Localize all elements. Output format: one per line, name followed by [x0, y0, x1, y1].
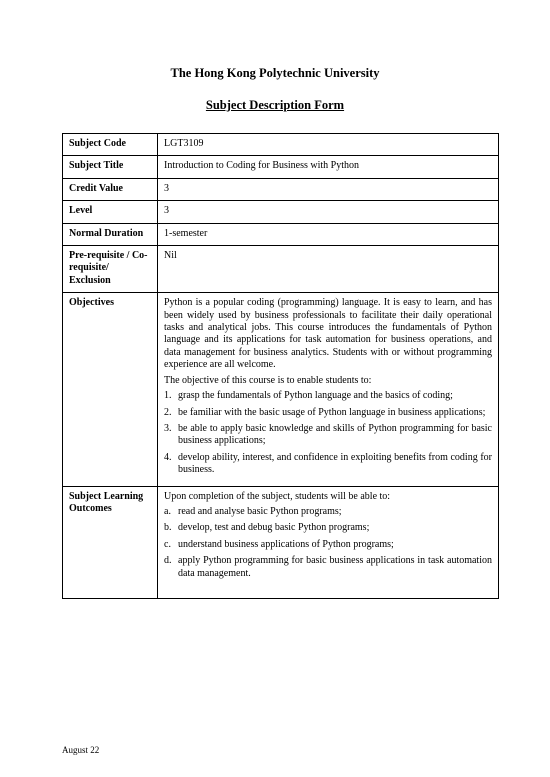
- list-text: be able to apply basic knowledge and skills of Python programming for basic business applications;: [178, 422, 492, 447]
- list-number: 2.: [164, 406, 172, 418]
- table-row: [63, 156, 499, 178]
- objectives-lead: The objective of this course is to enable students to:: [164, 374, 372, 386]
- list-letter: b.: [164, 522, 172, 534]
- list-text: develop, test and debug basic Python programs;: [178, 522, 370, 534]
- credit-value-value: 3: [158, 178, 499, 200]
- list-item: [164, 506, 492, 518]
- table-row: [63, 293, 499, 486]
- list-number: 3.: [164, 422, 172, 434]
- objectives-label: Objectives: [63, 293, 158, 486]
- list-item: [164, 423, 492, 448]
- list-item: [164, 522, 492, 534]
- outcomes-label: Subject Learning Outcomes: [63, 486, 158, 598]
- table-row: [63, 246, 499, 293]
- list-text: be familiar with the basic usage of Python language in business applications;: [178, 406, 486, 418]
- list-text: understand business applications of Python programs;: [178, 538, 394, 550]
- objectives-intro: Python is a popular coding (programming) language. It is easy to learn, and has been widely used by business professionals to facilitate their daily operational tasks and analytical jobs. This course introduces the fundamentals of Python language and its applications for task automation for business operations, and data management for business analytics. Students with or without programming experience are all welcome.: [164, 297, 492, 371]
- list-item: [164, 555, 492, 580]
- objectives-list: [164, 390, 492, 476]
- outcomes-list: [164, 506, 492, 580]
- list-number: 4.: [164, 451, 172, 463]
- table-row: [63, 486, 499, 598]
- subject-code-value: LGT3109: [158, 134, 499, 156]
- credit-value-label: Credit Value: [63, 178, 158, 200]
- list-text: grasp the fundamentals of Python language and the basics of coding;: [178, 390, 453, 402]
- list-item: [164, 452, 492, 477]
- subject-code-label: Subject Code: [63, 134, 158, 156]
- prerequisite-value: Nil: [158, 246, 499, 293]
- objectives-content: [158, 293, 499, 486]
- list-item: [164, 407, 492, 419]
- level-value: 3: [158, 201, 499, 223]
- table-row: [63, 201, 499, 223]
- level-label: Level: [63, 201, 158, 223]
- list-letter: c.: [164, 538, 171, 550]
- table-row: [63, 178, 499, 200]
- list-item: [164, 539, 492, 551]
- subject-title-label: Subject Title: [63, 156, 158, 178]
- outcomes-lead: Upon completion of the subject, students will be able to:: [164, 490, 391, 502]
- list-letter: a.: [164, 505, 171, 517]
- list-letter: d.: [164, 555, 172, 567]
- normal-duration-value: 1-semester: [158, 223, 499, 245]
- list-text: read and analyse basic Python programs;: [178, 505, 342, 517]
- list-text: apply Python programming for basic business applications in task automation data management.: [178, 555, 492, 579]
- list-number: 1.: [164, 390, 172, 402]
- prerequisite-label: Pre-requisite / Co-requisite/ Exclusion: [63, 246, 158, 293]
- form-title: Subject Description Form: [205, 98, 345, 112]
- outcomes-content: [158, 486, 499, 598]
- list-text: develop ability, interest, and confidence in exploiting benefits from coding for business.: [178, 451, 492, 476]
- university-name: The Hong Kong Polytechnic University: [170, 66, 380, 80]
- list-item: [164, 390, 492, 402]
- footer-date: August 22: [62, 745, 100, 755]
- subject-title-value: Introduction to Coding for Business with Python: [158, 156, 499, 178]
- subject-description-table: [62, 133, 499, 599]
- table-row: [63, 134, 499, 156]
- table-row: [63, 223, 499, 245]
- normal-duration-label: Normal Duration: [63, 223, 158, 245]
